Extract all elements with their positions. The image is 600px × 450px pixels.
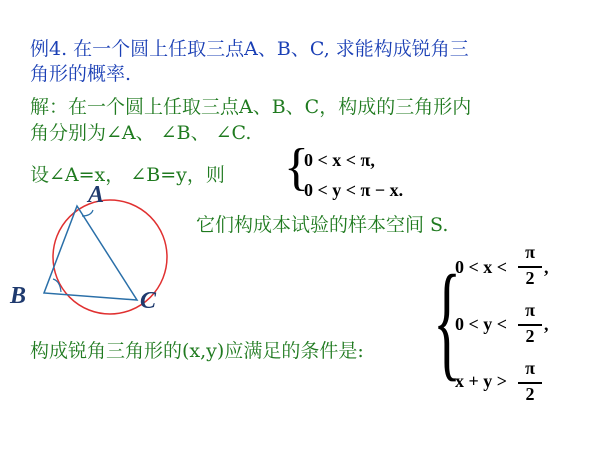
setup-text: 设∠A=x， ∠B=y，则 — [30, 164, 225, 186]
row-1-numerator: π — [525, 242, 535, 262]
acute-row-2-suffix: , — [544, 314, 549, 334]
left-brace-1: { — [284, 139, 309, 196]
row-2-denominator: 2 — [525, 326, 535, 346]
acute-row-3-prefix: x + y > — [455, 371, 508, 391]
angle-b-arc — [53, 279, 61, 292]
vertex-label-b: B — [10, 283, 27, 309]
condition-2: 0 < y < π − x. — [304, 180, 404, 200]
triangle-abc — [44, 206, 137, 300]
acute-condition-text: 构成锐角三角形的(x,y)应满足的条件是: — [30, 340, 364, 362]
vertex-label-a: A — [88, 182, 105, 208]
example-line-1: 例4. 在一个圆上任取三点A、B、C, 求能构成锐角三 — [30, 38, 469, 60]
sample-space-text: 它们构成本试验的样本空间 S. — [196, 214, 449, 236]
row-3-numerator: π — [525, 358, 535, 378]
circle-triangle-figure — [20, 180, 200, 320]
condition-1: 0 < x < π, — [304, 150, 375, 170]
acute-row-1-suffix: , — [544, 257, 549, 277]
example-line-2: 角形的概率. — [30, 63, 132, 85]
row-3-denominator: 2 — [525, 384, 535, 404]
solution-line-2: 角分别为∠A、 ∠B、 ∠C. — [30, 122, 252, 144]
acute-row-2-prefix: 0 < y < — [455, 314, 508, 334]
row-2-numerator: π — [525, 300, 535, 320]
acute-row-1-prefix: 0 < x < — [455, 257, 508, 277]
row-1-denominator: 2 — [525, 268, 535, 288]
left-brace-2: { — [433, 249, 462, 393]
vertex-label-c: C — [140, 288, 157, 314]
solution-line-1: 解：在一个圆上任取三点A、B、C，构成的三角形内 — [30, 96, 472, 118]
